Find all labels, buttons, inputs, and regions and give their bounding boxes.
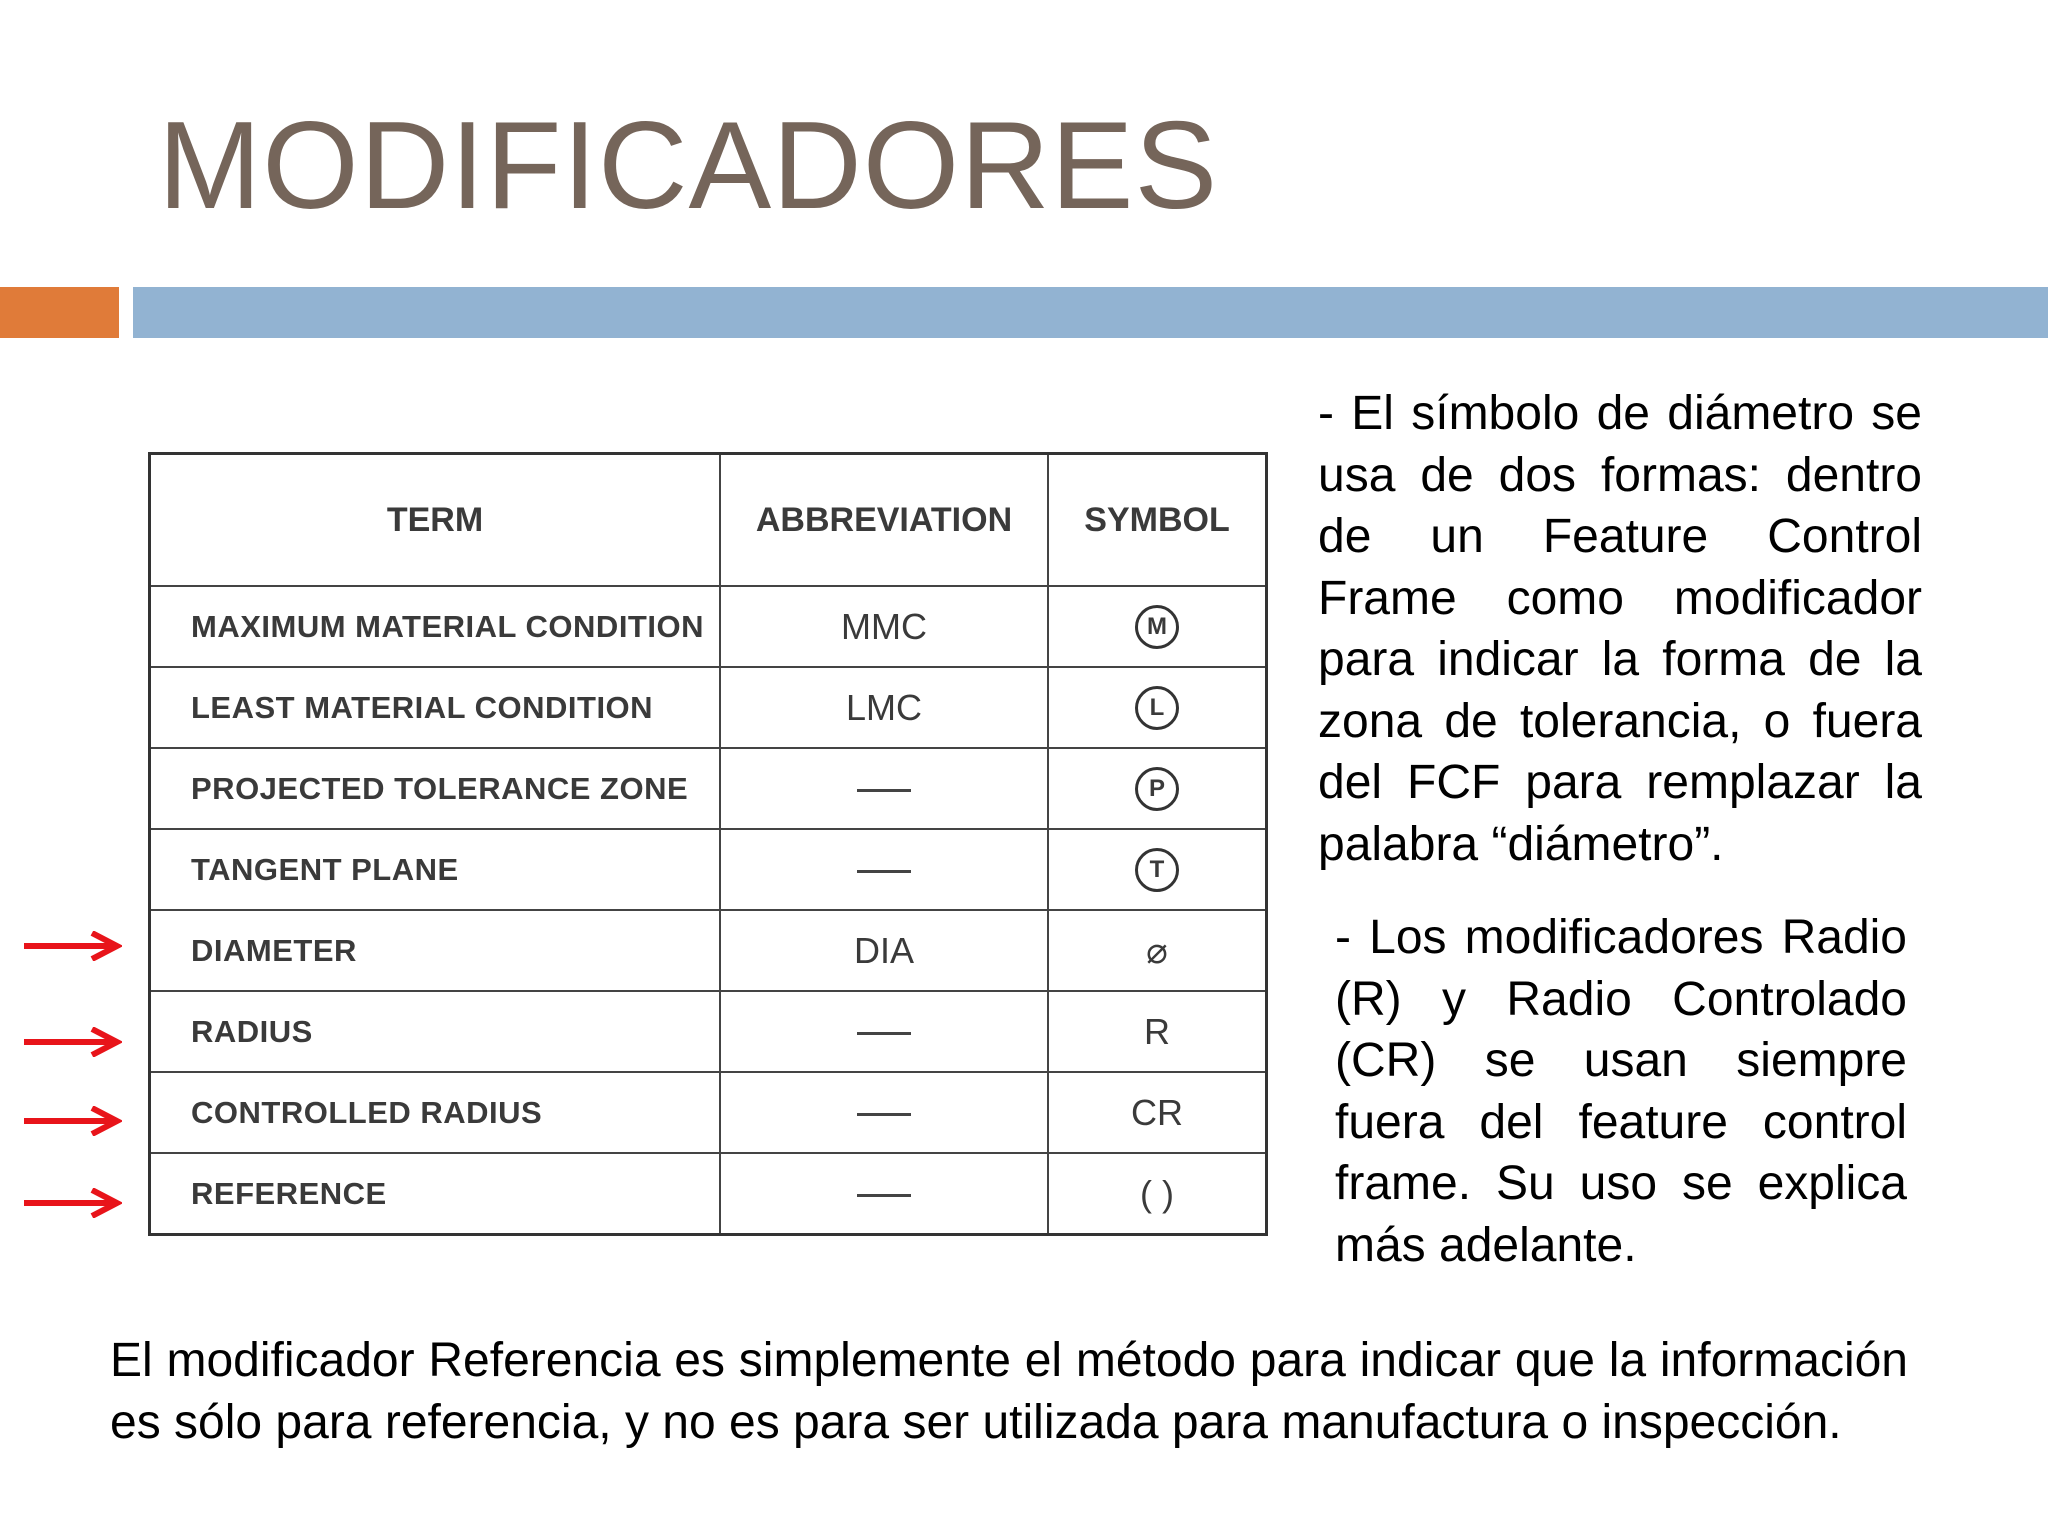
abbreviation-cell — [720, 829, 1048, 910]
red-arrow-icon — [22, 1106, 122, 1136]
table-row — [150, 1153, 1267, 1235]
table-row — [150, 910, 1267, 991]
abbreviation-cell: MMC — [720, 586, 1048, 667]
modifiers-table — [148, 452, 1268, 1236]
circled-m-symbol: M — [1135, 605, 1179, 649]
header-term: TERM — [150, 454, 721, 587]
diameter-symbol: ⌀ — [1048, 910, 1267, 991]
table-row — [150, 991, 1267, 1072]
table-row — [150, 748, 1267, 829]
header-symbol: SYMBOL — [1048, 454, 1267, 587]
circled-p-symbol: P — [1135, 767, 1179, 811]
reference-explanation-text: El modificador Referencia es simplemente el método para indicar que la información es sólo para referencia, y no es para ser utilizada para manufactura o inspección. — [110, 1334, 1908, 1449]
abbreviation-cell: DIA — [720, 910, 1048, 991]
red-arrow-icon — [22, 1188, 122, 1218]
reference-symbol: ( ) — [1048, 1153, 1267, 1235]
term-cell: PROJECTED TOLERANCE ZONE — [150, 748, 721, 829]
accent-bar-blue — [133, 287, 2048, 338]
page-title: MODIFICADORES — [158, 97, 1219, 235]
no-abbreviation-dash — [857, 1194, 911, 1197]
abbreviation-cell: LMC — [720, 667, 1048, 748]
radius-explanation-text: - Los modificadores Radio (R) y Radio Controlado (CR) se usan siempre fuera del feature control frame. Su uso se explica más adelante. — [1335, 911, 1907, 1272]
term-cell: CONTROLLED RADIUS — [150, 1072, 721, 1153]
table-row — [150, 1072, 1267, 1153]
term-cell: DIAMETER — [150, 910, 721, 991]
table-row — [150, 586, 1267, 667]
no-abbreviation-dash — [857, 789, 911, 792]
circled-t-symbol: T — [1135, 848, 1179, 892]
no-abbreviation-dash — [857, 870, 911, 873]
accent-bar-orange — [0, 287, 119, 338]
controlled-radius-symbol: CR — [1048, 1072, 1267, 1153]
radius-symbol: R — [1048, 991, 1267, 1072]
no-abbreviation-dash — [857, 1113, 911, 1116]
header-abbreviation: ABBREVIATION — [720, 454, 1048, 587]
term-cell: RADIUS — [150, 991, 721, 1072]
circled-l-symbol: L — [1135, 686, 1179, 730]
term-cell: REFERENCE — [150, 1153, 721, 1235]
table-header-row — [150, 454, 1267, 587]
symbol-cell — [1048, 748, 1267, 829]
symbol-cell — [1048, 586, 1267, 667]
modifiers-table-container — [148, 452, 1268, 1236]
term-cell: TANGENT PLANE — [150, 829, 721, 910]
diameter-explanation-text: - El símbolo de diámetro se usa de dos formas: dentro de un Feature Control Frame como modificador para indicar la forma de la zona de tolerancia, o fuera del FCF para remplazar la palabra “diámetro”. — [1318, 387, 1922, 871]
symbol-cell — [1048, 829, 1267, 910]
abbreviation-cell — [720, 1072, 1048, 1153]
abbreviation-cell — [720, 748, 1048, 829]
red-arrow-icon — [22, 931, 122, 961]
abbreviation-cell — [720, 991, 1048, 1072]
symbol-cell — [1048, 667, 1267, 748]
abbreviation-cell — [720, 1153, 1048, 1235]
table-row — [150, 667, 1267, 748]
red-arrow-icon — [22, 1027, 122, 1057]
no-abbreviation-dash — [857, 1032, 911, 1035]
term-cell: MAXIMUM MATERIAL CONDITION — [150, 586, 721, 667]
term-cell: LEAST MATERIAL CONDITION — [150, 667, 721, 748]
table-row — [150, 829, 1267, 910]
